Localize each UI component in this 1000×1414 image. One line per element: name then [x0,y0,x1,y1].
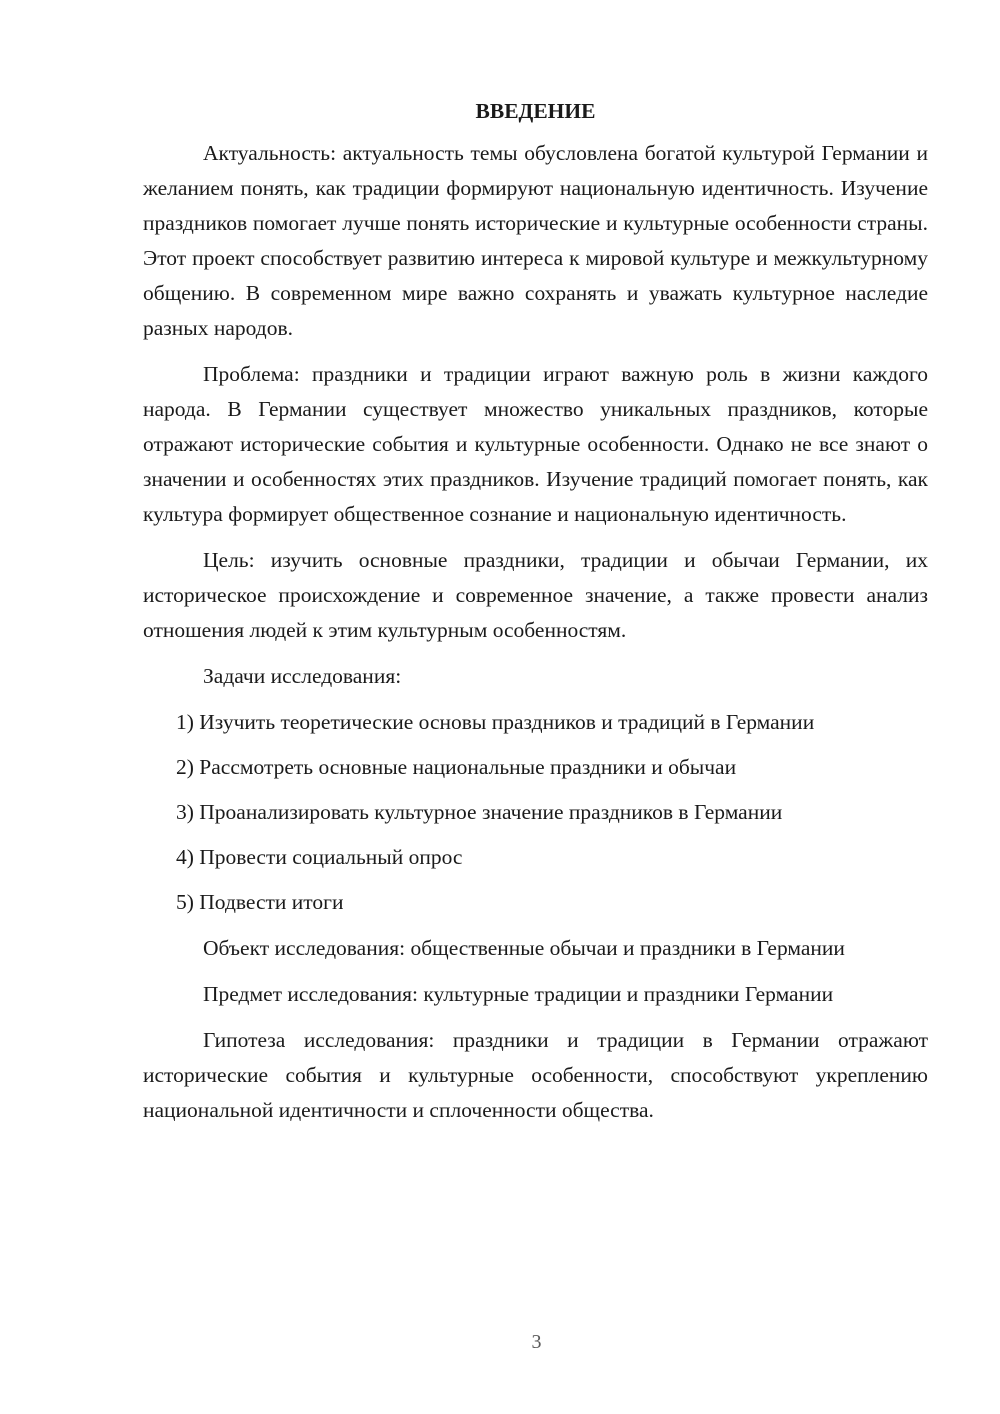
list-item: 3) Проанализировать культурное значение праздников в Германии [176,800,783,824]
page-number: 3 [531,1331,542,1353]
object-paragraph: Объект исследования: общественные обычаи и праздники в Германии [203,936,845,960]
problem-paragraph: Проблема: праздники и традиции играют важную роль в жизни каждого народа. В Германии существует множество уникальных праздников, которые отражают исторические события и культурные особенности. Однако не все знают о значении и особенностях этих праздников. Изучение традиций помогает понять, как культура формирует общественное сознание и национальную идентичность. [143,362,928,526]
document-page [143,90,928,1139]
list-item: 2) Рассмотреть основные национальные праздники и обычаи [176,755,737,779]
relevance-paragraph: Актуальность: актуальность темы обусловлена богатой культурой Германии и желанием понять, как традиции формируют национальную идентичность. Изучение праздников помогает лучше понять исторические и культурные особенности страны. Этот проект способствует развитию интереса к мировой культуре и межкультурному общению. В современном мире важно сохранять и уважать культурное наследие разных народов. [143,141,928,340]
hypothesis-paragraph: Гипотеза исследования: праздники и традиции в Германии отражают исторические события и культурные особенности, способствуют укреплению национальной идентичности и сплоченности общества. [143,1028,928,1122]
section-title: ВВЕДЕНИЕ [475,99,596,123]
tasks-heading: Задачи исследования: [203,664,402,688]
list-item: 4) Провести социальный опрос [176,845,463,869]
subject-paragraph: Предмет исследования: культурные традиции и праздники Германии [203,982,834,1006]
tasks-list [143,705,928,920]
list-item: 1) Изучить теоретические основы праздников и традиций в Германии [176,710,815,734]
list-item: 5) Подвести итоги [176,890,344,914]
goal-paragraph: Цель: изучить основные праздники, традиции и обычаи Германии, их историческое происхождение и современное значение, а также провести анализ отношения людей к этим культурным особенностям. [143,548,928,642]
